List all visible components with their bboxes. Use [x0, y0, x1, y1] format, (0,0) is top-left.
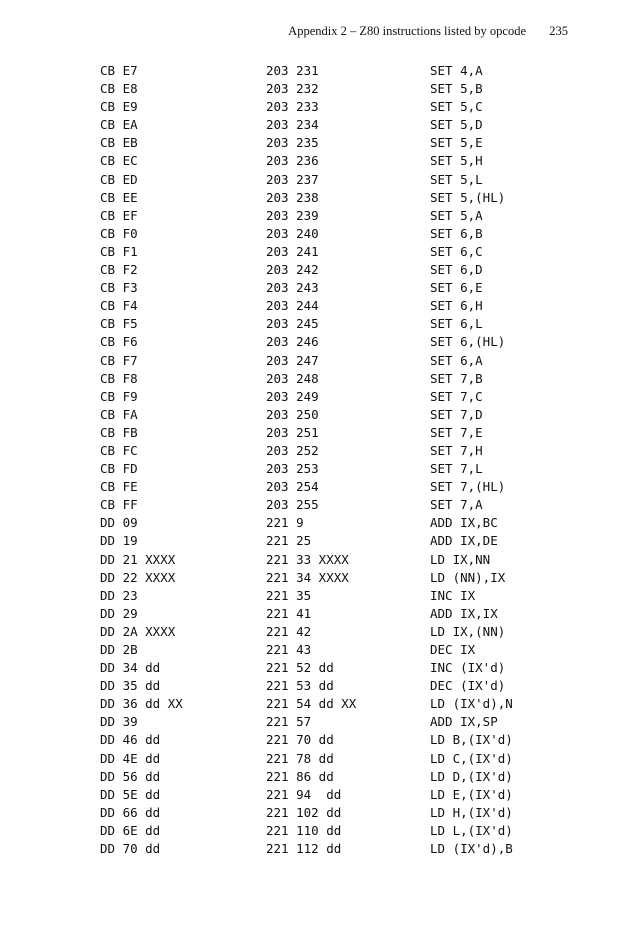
- table-row: [0, 207, 630, 225]
- mnemonic: DEC (IX'd): [430, 678, 506, 694]
- decimal-opcode: 221 25: [266, 533, 312, 549]
- table-row: [0, 424, 630, 442]
- mnemonic: SET 4,A: [430, 63, 483, 78]
- table-row: [0, 152, 630, 170]
- opcode-table: [0, 62, 630, 858]
- hex-opcode: DD 36 dd XX: [100, 696, 183, 712]
- hex-opcode: CB F2: [100, 262, 138, 278]
- hex-opcode: DD 70 dd: [100, 841, 161, 857]
- mnemonic: LD (IX'd),B: [430, 841, 513, 857]
- decimal-opcode: 203 255: [266, 497, 319, 513]
- hex-opcode: DD 21 XXXX: [100, 551, 176, 567]
- hex-opcode: CB FC: [100, 442, 138, 458]
- table-row: [0, 569, 630, 587]
- decimal-opcode: 221 94 dd: [266, 786, 342, 802]
- decimal-opcode: 221 42: [266, 623, 312, 639]
- table-row: [0, 333, 630, 351]
- mnemonic: LD D,(IX'd): [430, 768, 513, 784]
- hex-opcode: CB FF: [100, 497, 138, 513]
- hex-opcode: CB FE: [100, 479, 138, 495]
- mnemonic: SET 7,B: [430, 370, 483, 386]
- mnemonic: SET 7,H: [430, 442, 483, 458]
- mnemonic: LD C,(IX'd): [430, 750, 513, 766]
- table-row: [0, 243, 630, 261]
- hex-opcode: DD 22 XXXX: [100, 569, 176, 585]
- mnemonic: SET 7,E: [430, 424, 483, 440]
- decimal-opcode: 203 245: [266, 316, 319, 332]
- decimal-opcode: 203 254: [266, 479, 319, 495]
- table-row: [0, 822, 630, 840]
- decimal-opcode: 221 43: [266, 642, 312, 657]
- mnemonic: ADD IX,DE: [430, 533, 498, 549]
- mnemonic: LD B,(IX'd): [430, 732, 513, 748]
- mnemonic: ADD IX,BC: [430, 515, 498, 531]
- page-number: 235: [549, 24, 568, 38]
- hex-opcode: CB F3: [100, 280, 138, 296]
- table-row: [0, 406, 630, 424]
- table-row: [0, 62, 630, 80]
- mnemonic: SET 7,D: [430, 406, 483, 422]
- decimal-opcode: 221 78 dd: [266, 750, 334, 766]
- hex-opcode: CB F4: [100, 298, 138, 314]
- mnemonic: LD (NN),IX: [430, 569, 506, 585]
- table-row: [0, 388, 630, 406]
- mnemonic: DEC IX: [430, 642, 476, 657]
- hex-opcode: CB F5: [100, 316, 138, 332]
- mnemonic: SET 6,(HL): [430, 334, 506, 350]
- table-row: [0, 80, 630, 98]
- table-row: [0, 786, 630, 804]
- decimal-opcode: 221 35: [266, 587, 312, 603]
- table-row: [0, 605, 630, 623]
- mnemonic: ADD IX,SP: [430, 714, 498, 730]
- mnemonic: LD H,(IX'd): [430, 804, 513, 820]
- decimal-opcode: 203 238: [266, 189, 319, 205]
- hex-opcode: DD 19: [100, 533, 138, 549]
- mnemonic: INC IX: [430, 587, 476, 603]
- hex-opcode: CB FD: [100, 461, 138, 477]
- table-row: [0, 496, 630, 514]
- hex-opcode: CB EE: [100, 189, 138, 205]
- hex-opcode: DD 4E dd: [100, 750, 161, 766]
- mnemonic: SET 5,H: [430, 153, 483, 169]
- mnemonic: SET 5,L: [430, 171, 483, 187]
- decimal-opcode: 221 9: [266, 515, 304, 531]
- decimal-opcode: 203 240: [266, 225, 319, 241]
- decimal-opcode: 221 86 dd: [266, 768, 334, 784]
- mnemonic: SET 5,D: [430, 117, 483, 133]
- table-row: [0, 623, 630, 641]
- decimal-opcode: 221 57: [266, 714, 312, 730]
- table-row: [0, 225, 630, 243]
- decimal-opcode: 203 232: [266, 81, 319, 97]
- table-row: [0, 478, 630, 496]
- mnemonic: SET 5,E: [430, 135, 483, 151]
- mnemonic: INC (IX'd): [430, 660, 506, 676]
- hex-opcode: DD 09: [100, 515, 138, 531]
- decimal-opcode: 203 246: [266, 334, 319, 350]
- table-row: [0, 695, 630, 713]
- decimal-opcode: 203 242: [266, 262, 319, 278]
- hex-opcode: DD 2A XXXX: [100, 623, 176, 639]
- mnemonic: SET 6,A: [430, 352, 483, 368]
- table-row: [0, 442, 630, 460]
- table-row: [0, 370, 630, 388]
- hex-opcode: CB FB: [100, 424, 138, 440]
- table-row: [0, 840, 630, 858]
- hex-opcode: CB E7: [100, 63, 138, 78]
- mnemonic: SET 6,D: [430, 262, 483, 278]
- table-row: [0, 713, 630, 731]
- table-row: [0, 587, 630, 605]
- decimal-opcode: 221 70 dd: [266, 732, 334, 748]
- hex-opcode: CB ED: [100, 171, 138, 187]
- table-row: [0, 532, 630, 550]
- hex-opcode: DD 66 dd: [100, 804, 161, 820]
- page-header: [0, 24, 630, 44]
- decimal-opcode: 221 52 dd: [266, 660, 334, 676]
- mnemonic: SET 6,C: [430, 243, 483, 259]
- table-row: [0, 297, 630, 315]
- hex-opcode: CB F1: [100, 243, 138, 259]
- decimal-opcode: 203 233: [266, 99, 319, 115]
- table-row: [0, 460, 630, 478]
- decimal-opcode: 203 239: [266, 207, 319, 223]
- mnemonic: SET 5,C: [430, 99, 483, 115]
- mnemonic: SET 5,B: [430, 81, 483, 97]
- table-row: [0, 352, 630, 370]
- table-row: [0, 261, 630, 279]
- decimal-opcode: 203 231: [266, 63, 319, 78]
- mnemonic: SET 6,E: [430, 280, 483, 296]
- table-row: [0, 171, 630, 189]
- table-row: [0, 551, 630, 569]
- decimal-opcode: 203 253: [266, 461, 319, 477]
- hex-opcode: CB F8: [100, 370, 138, 386]
- hex-opcode: DD 34 dd: [100, 660, 161, 676]
- table-row: [0, 768, 630, 786]
- hex-opcode: CB F0: [100, 225, 138, 241]
- table-row: [0, 677, 630, 695]
- decimal-opcode: 203 235: [266, 135, 319, 151]
- decimal-opcode: 221 110 dd: [266, 822, 342, 838]
- hex-opcode: CB EC: [100, 153, 138, 169]
- table-row: [0, 98, 630, 116]
- table-row: [0, 116, 630, 134]
- hex-opcode: DD 29: [100, 605, 138, 621]
- table-row: [0, 514, 630, 532]
- mnemonic: SET 7,L: [430, 461, 483, 477]
- decimal-opcode: 221 102 dd: [266, 804, 342, 820]
- decimal-opcode: 221 33 XXXX: [266, 551, 349, 567]
- hex-opcode: CB EB: [100, 135, 138, 151]
- hex-opcode: CB E8: [100, 81, 138, 97]
- hex-opcode: CB F6: [100, 334, 138, 350]
- table-row: [0, 641, 630, 659]
- mnemonic: ADD IX,IX: [430, 605, 498, 621]
- mnemonic: LD (IX'd),N: [430, 696, 513, 712]
- hex-opcode: CB EF: [100, 207, 138, 223]
- table-row: [0, 731, 630, 749]
- table-row: [0, 315, 630, 333]
- mnemonic: LD IX,NN: [430, 551, 491, 567]
- decimal-opcode: 203 252: [266, 442, 319, 458]
- hex-opcode: DD 56 dd: [100, 768, 161, 784]
- hex-opcode: CB F7: [100, 352, 138, 368]
- decimal-opcode: 221 53 dd: [266, 678, 334, 694]
- hex-opcode: DD 39: [100, 714, 138, 730]
- decimal-opcode: 221 34 XXXX: [266, 569, 349, 585]
- hex-opcode: CB EA: [100, 117, 138, 133]
- hex-opcode: DD 5E dd: [100, 786, 161, 802]
- mnemonic: SET 6,L: [430, 316, 483, 332]
- decimal-opcode: 203 243: [266, 280, 319, 296]
- table-row: [0, 189, 630, 207]
- decimal-opcode: 221 112 dd: [266, 841, 342, 857]
- mnemonic: SET 6,B: [430, 225, 483, 241]
- running-title: Appendix 2 – Z80 instructions listed by opcode: [288, 24, 526, 38]
- decimal-opcode: 203 241: [266, 243, 319, 259]
- table-row: [0, 750, 630, 768]
- hex-opcode: DD 46 dd: [100, 732, 161, 748]
- mnemonic: SET 7,(HL): [430, 479, 506, 495]
- mnemonic: LD E,(IX'd): [430, 786, 513, 802]
- table-row: [0, 134, 630, 152]
- mnemonic: SET 5,(HL): [430, 189, 506, 205]
- hex-opcode: CB E9: [100, 99, 138, 115]
- decimal-opcode: 221 54 dd XX: [266, 696, 357, 712]
- table-row: [0, 279, 630, 297]
- decimal-opcode: 203 250: [266, 406, 319, 422]
- mnemonic: SET 5,A: [430, 207, 483, 223]
- mnemonic: SET 6,H: [430, 298, 483, 314]
- hex-opcode: DD 2B: [100, 642, 138, 657]
- mnemonic: SET 7,A: [430, 497, 483, 513]
- hex-opcode: DD 35 dd: [100, 678, 161, 694]
- decimal-opcode: 203 248: [266, 370, 319, 386]
- mnemonic: SET 7,C: [430, 388, 483, 404]
- hex-opcode: DD 23: [100, 587, 138, 603]
- decimal-opcode: 203 237: [266, 171, 319, 187]
- decimal-opcode: 221 41: [266, 605, 312, 621]
- decimal-opcode: 203 234: [266, 117, 319, 133]
- decimal-opcode: 203 236: [266, 153, 319, 169]
- hex-opcode: CB F9: [100, 388, 138, 404]
- hex-opcode: DD 6E dd: [100, 822, 161, 838]
- decimal-opcode: 203 244: [266, 298, 319, 314]
- table-row: [0, 659, 630, 677]
- mnemonic: LD IX,(NN): [430, 623, 506, 639]
- mnemonic: LD L,(IX'd): [430, 822, 513, 838]
- decimal-opcode: 203 251: [266, 424, 319, 440]
- hex-opcode: CB FA: [100, 406, 138, 422]
- decimal-opcode: 203 247: [266, 352, 319, 368]
- table-row: [0, 804, 630, 822]
- decimal-opcode: 203 249: [266, 388, 319, 404]
